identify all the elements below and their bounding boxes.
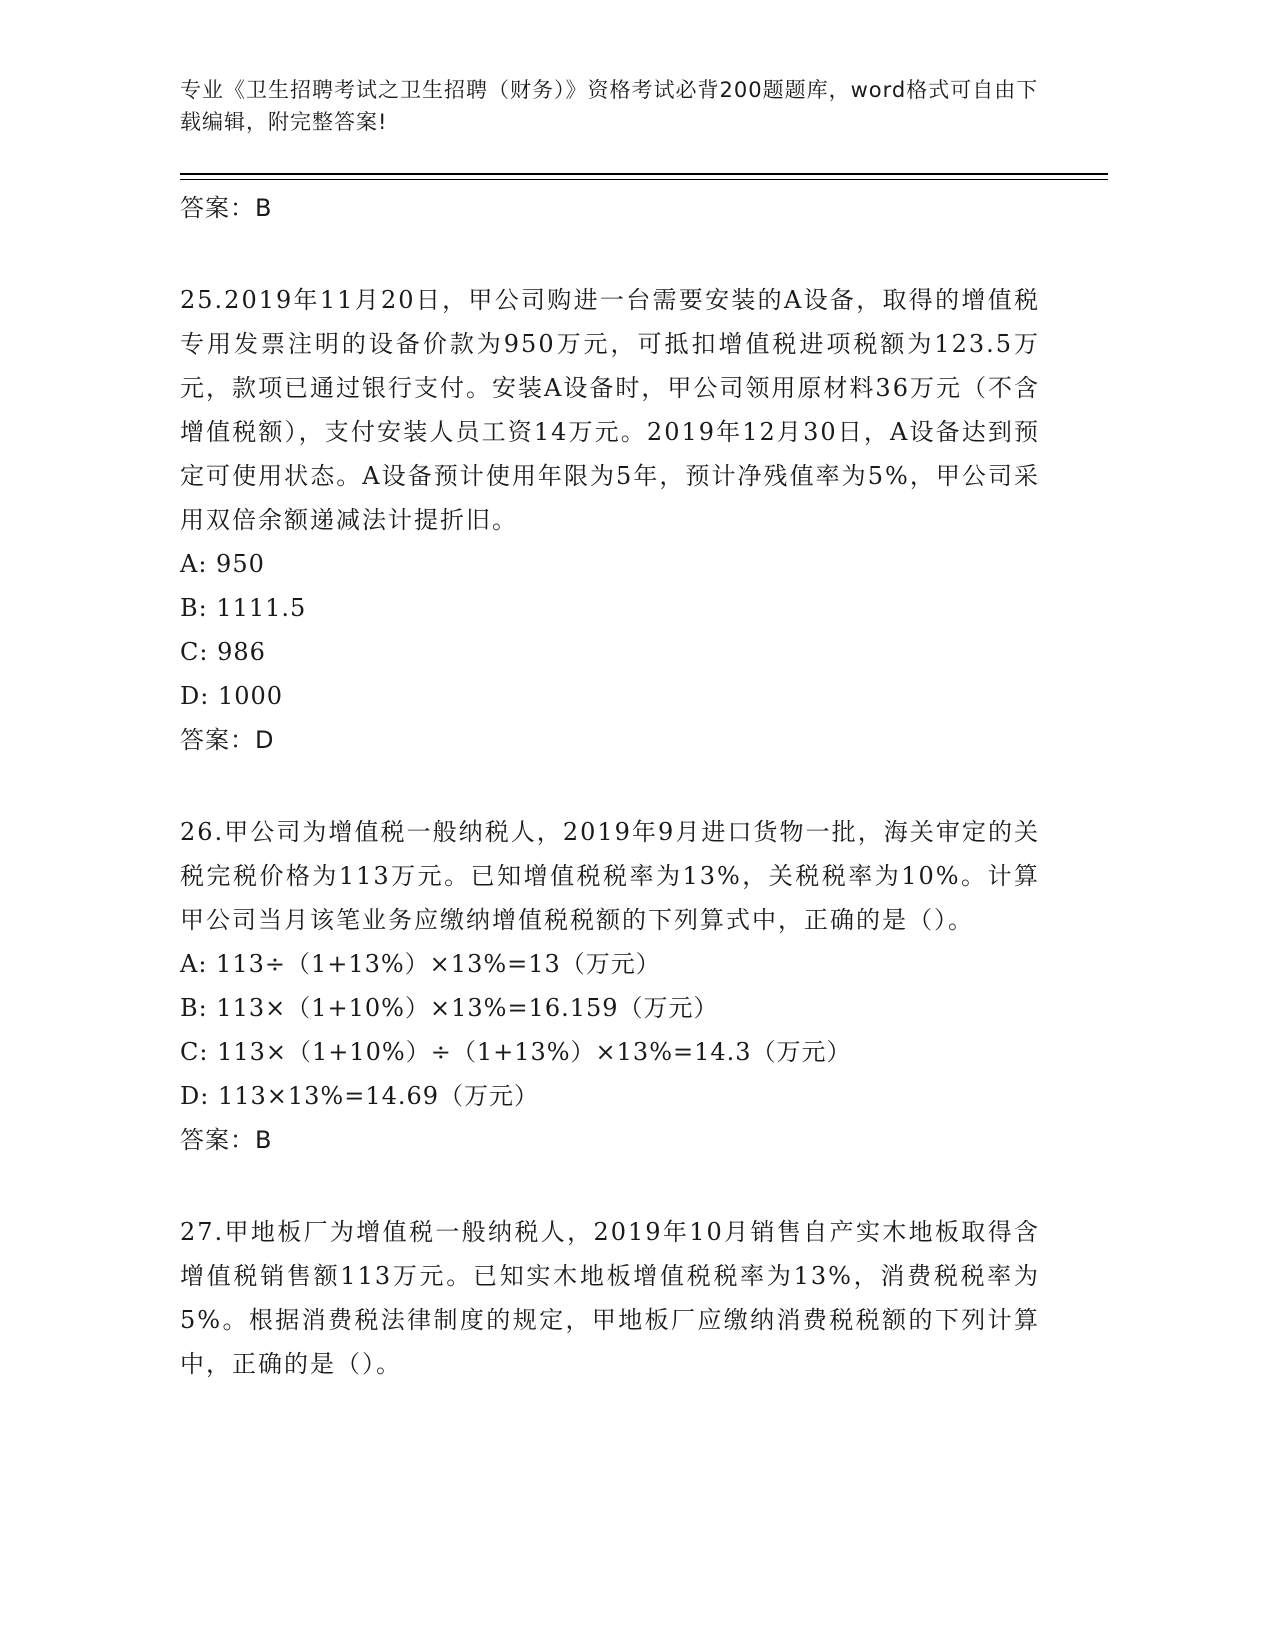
option-c: C: 986	[180, 638, 266, 666]
question-stem: 26.甲公司为增值税一般纳税人，2019年9月进口货物一批，海关审定的关税完税价格为113万元。已知增值税税率为13%，关税税率为10%。计算甲公司当月该笔业务应缴纳增值税税额的下列算式中，正确的是（）。	[180, 818, 1040, 934]
option-a: A: 950	[180, 550, 265, 578]
option-d: D: 113×13%=14.69（万元）	[180, 1082, 540, 1110]
question-25	[180, 278, 1040, 762]
question-stem: 25.2019年11月20日，甲公司购进一台需要安装的A设备，取得的增值税专用发票注明的设备价款为950万元，可抵扣增值税进项税额为123.5万元，款项已通过银行支付。安装A设备时，甲公司领用原材料36万元（不含增值税额），支付安装人员工资14万元。2019年12月30日，A设备达到预定可使用状态。A设备预计使用年限为5年，预计净残值率为5%，甲公司采用双倍余额递减法计提折旧。	[180, 286, 1040, 534]
spacer	[180, 230, 1040, 278]
question-stem: 27.甲地板厂为增值税一般纳税人，2019年10月销售自产实木地板取得含增值税销售额113万元。已知实木地板增值税税率为13%，消费税税率为5%。根据消费税法律制度的规定，甲地板厂应缴纳消费税税额的下列计算中，正确的是（）。	[180, 1218, 1040, 1378]
option-b: B: 113×（1+10%）×13%=16.159（万元）	[180, 994, 719, 1022]
header-rule	[180, 173, 1108, 175]
document-header: 专业《卫生招聘考试之卫生招聘（财务）》资格考试必背200题题库，word格式可自由下载编辑，附完整答案!	[180, 78, 1039, 134]
option-d: D: 1000	[180, 682, 284, 710]
option-c: C: 113×（1+10%）÷（1+13%）×13%=14.3（万元）	[180, 1038, 852, 1066]
answer-line: 答案：B	[180, 194, 273, 222]
answer-line: 答案：D	[180, 726, 275, 754]
spacer	[180, 1162, 1040, 1210]
spacer	[180, 762, 1040, 810]
document-body	[180, 186, 1040, 1386]
option-b: B: 1111.5	[180, 594, 307, 622]
question-26	[180, 810, 1040, 1162]
header-rule-thin	[180, 179, 1108, 180]
question-27	[180, 1210, 1040, 1386]
answer-line: 答案：B	[180, 1126, 273, 1154]
option-a: A: 113÷（1+13%）×13%=13（万元）	[180, 950, 661, 978]
